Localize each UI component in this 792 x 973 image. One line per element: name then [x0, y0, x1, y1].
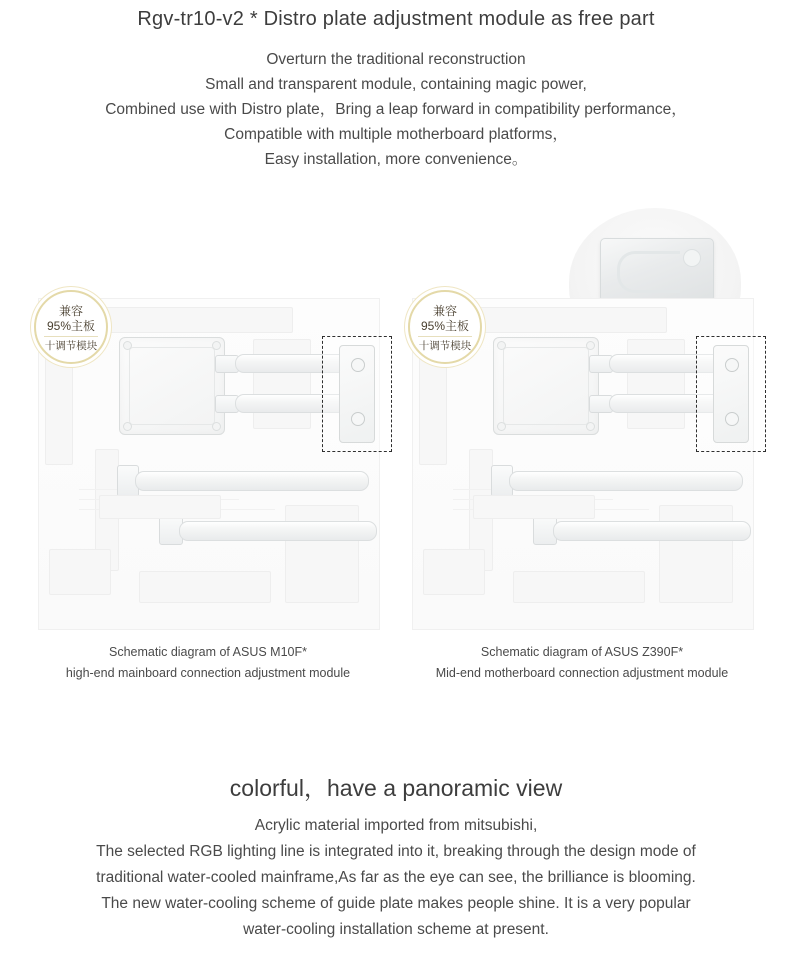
section-line-3: traditional water-cooled mainframe,As far as the eye can see, the brilliance is blooming.	[96, 869, 696, 886]
intro-line-2: Small and transparent module, containing magic power,	[205, 76, 587, 93]
adjust-module-highlight-right	[696, 336, 766, 452]
adjust-module-photo	[600, 238, 714, 302]
adjust-module-highlight-left	[322, 336, 392, 452]
diagram-caption-left-line-2: high-end mainboard connection adjustment module	[65, 666, 351, 680]
tube-bottom-left	[179, 521, 377, 541]
intro-paragraph	[0, 47, 792, 172]
diagram-caption-right	[402, 642, 762, 684]
tube-mid-left	[135, 471, 369, 491]
tube-mid-right	[509, 471, 743, 491]
diagram-caption-left	[28, 642, 388, 684]
section-line-1: Acrylic material imported from mitsubishi,	[254, 817, 538, 834]
section-line-4: The new water-cooling scheme of guide plate makes people shine. It is a very popular	[101, 895, 691, 912]
intro-line-3: Combined use with Distro plate，Bring a leap forward in compatibility performance，	[105, 101, 687, 118]
section-heading: colorful，have a panoramic view	[229, 775, 563, 801]
diagram-area	[0, 190, 792, 730]
seal-line-2-right: 95%主板	[420, 319, 470, 333]
intro-line-4: Compatible with multiple motherboard platforms，	[224, 126, 568, 143]
seal-line-3-right: 十调节模块	[418, 336, 472, 354]
cpu-waterblock-left	[119, 337, 225, 435]
compatibility-seal-left	[34, 290, 108, 364]
diagram-caption-right-line-2: Mid-end motherboard connection adjustment module	[435, 666, 729, 680]
section-line-2: The selected RGB lighting line is integrated into it, breaking through the design mode of	[96, 843, 696, 860]
cpu-waterblock-right	[493, 337, 599, 435]
seal-line-2: 95%主板	[46, 319, 96, 333]
seal-line-1-right: 兼容	[432, 304, 457, 318]
page-title: Rgv-tr10-v2 * Distro plate adjustment module as free part	[137, 8, 655, 30]
section-body	[0, 813, 792, 943]
bottom-section	[0, 770, 792, 943]
intro-line-1: Overturn the traditional reconstruction	[266, 51, 526, 68]
seal-line-3: 十调节模块	[44, 336, 98, 354]
diagram-caption-right-line-1: Schematic diagram of ASUS Z390F*	[480, 645, 684, 659]
compatibility-seal-right	[408, 290, 482, 364]
intro-line-5: Easy installation, more convenience。	[264, 151, 528, 168]
seal-line-1: 兼容	[58, 304, 83, 318]
section-line-5: water-cooling installation scheme at present.	[243, 921, 549, 938]
tube-bottom-right	[553, 521, 751, 541]
diagram-caption-left-line-1: Schematic diagram of ASUS M10F*	[109, 645, 307, 659]
